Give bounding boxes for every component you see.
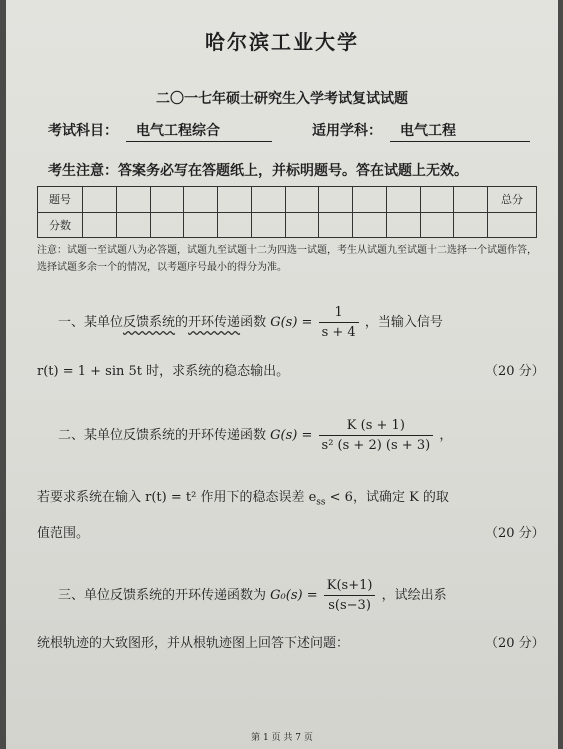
selection-note: 注意：试题一至试题八为必答题，试题九至试题十二为四选一试题，考生从试题九至试题十二选择一个试题作答，选择试题多余一个的情况，以考题序号最小的得分为准。 [37,245,537,273]
major-value: 电气工程 [390,120,530,142]
q1-underlined-feedback: 反馈系统 [123,315,176,330]
q2-fraction [319,418,434,453]
score-cell [386,187,420,213]
question-3-points: （20 分） [485,636,545,651]
score-cell [251,212,285,238]
q2-numerator: K (s + 1) [319,418,434,436]
score-cell [83,187,117,213]
score-cell [150,187,184,213]
exam-title: 二〇一七年硕士研究生入学考试复试试题 [156,91,408,107]
q2-subscript: ss [316,497,326,508]
score-cell [319,187,353,213]
q1-fraction [319,305,359,340]
score-cell [184,187,218,213]
total-cell [488,212,537,238]
q1-underlined-openloop: 开环传递 [188,315,241,330]
question-2-points: （20 分） [485,526,545,541]
score-cell [251,187,285,213]
q3-fraction [324,578,376,613]
q3-after: ，试绘出系 [381,588,447,603]
score-cell [285,212,319,238]
page-footer: 第 1 页 共 7 页 [251,733,313,743]
q3-function: G₀(s) = [270,588,318,603]
question-1-points: （20 分） [485,364,545,379]
q1-mid2: 函数 [240,315,267,330]
major-label: 适用学科： [312,123,382,139]
score-table [37,186,537,238]
question-1-line-1 [58,305,443,340]
score-cell [150,212,184,238]
question-2-line-3: 值范围。 [37,526,90,541]
q1-mid1: 的 [175,315,189,330]
university-title: 哈尔滨工业大学 [205,30,359,54]
q2-prefix: 二、某单位反馈系统的开环传递函数 [58,428,267,443]
q2-denominator: s² (s + 2) (s + 3) [321,438,431,453]
question-2-line-2 [37,486,449,508]
score-cell [218,187,252,213]
score-cell [420,212,454,238]
score-cell [116,187,150,213]
row-label-points: 分数 [38,212,83,238]
score-cell [420,187,454,213]
row-label-number: 题号 [38,187,83,213]
total-label: 总分 [488,187,537,213]
subject-label: 考试科目： [48,123,118,139]
question-2-line-1 [58,418,452,453]
q2-after: ， [439,428,453,443]
score-cell [319,212,353,238]
score-row-number [38,187,537,213]
score-cell [83,212,117,238]
q3-prefix: 三、单位反馈系统的开环传递函数为 [58,588,267,603]
question-1-line-2: r(t) = 1 + sin 5t 时，求系统的稳态输出。 [37,364,290,379]
score-cell [218,212,252,238]
score-cell [386,212,420,238]
candidate-notice: 考生注意：答案务必写在答题纸上，并标明题号。答在试题上无效。 [48,163,468,179]
score-cell [353,187,387,213]
question-3-line-2: 统根轨迹的大致图形，并从根轨迹图上回答下述问题： [37,636,350,651]
exam-paper [6,0,558,749]
score-row-points [38,212,537,238]
q1-denominator: s + 4 [321,325,356,340]
q2-function: G(s) = [270,428,313,443]
score-cell [454,212,488,238]
question-3-line-1 [58,578,447,613]
score-cell [454,187,488,213]
q1-prefix: 一、某单位 [58,315,124,330]
q1-after: ，当输入信号 [364,315,443,330]
q2-line2-end: < 6，试确定 K 的取 [325,490,449,505]
score-cell [285,187,319,213]
q1-numerator: 1 [319,305,359,323]
q3-numerator: K(s+1) [324,578,376,596]
q2-line2-text: 若要求系统在输入 r(t) = t² 作用下的稳态误差 e [37,490,317,505]
q3-denominator: s(s−3) [328,598,371,613]
subject-value: 电气工程综合 [126,120,272,142]
score-cell [353,212,387,238]
score-cell [184,212,218,238]
score-cell [116,212,150,238]
q1-function: G(s) = [270,315,313,330]
